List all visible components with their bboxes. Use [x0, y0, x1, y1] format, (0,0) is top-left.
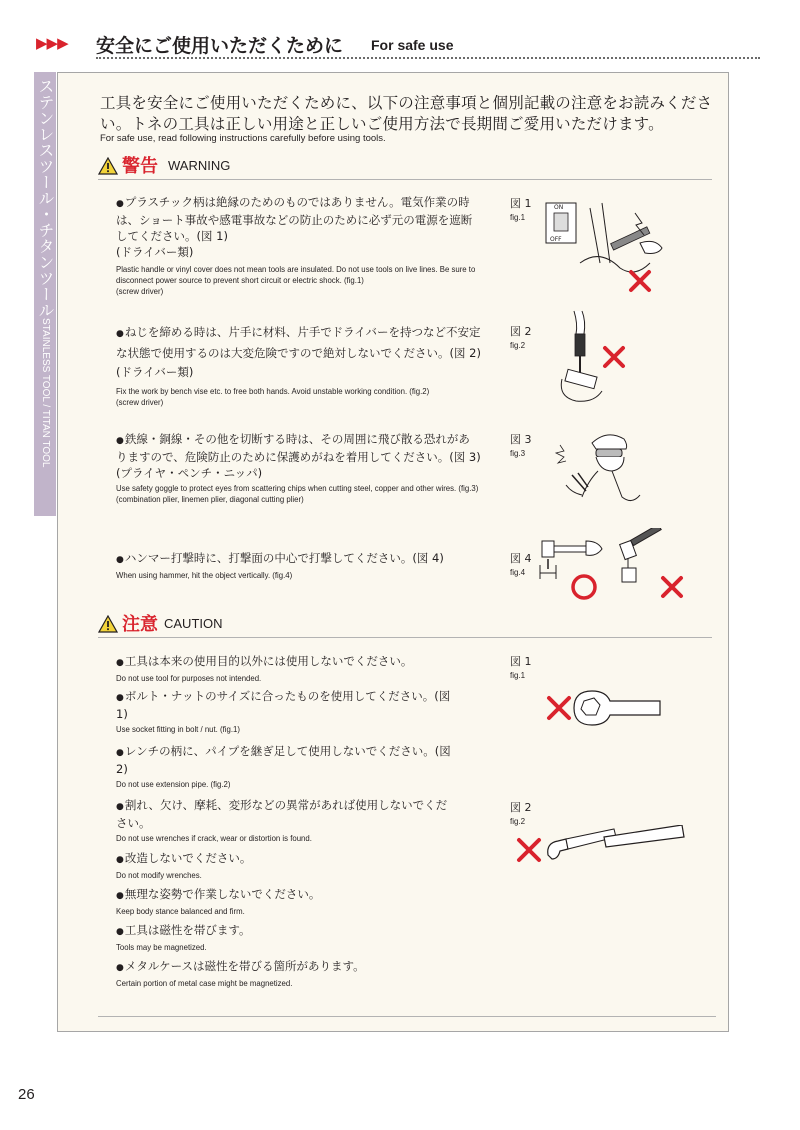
warning-item-note-ja: (プライヤ・ペンチ・ニッパ) [116, 466, 263, 480]
fig1-prohibited-x-icon [628, 269, 652, 293]
fig-label-ja: 図 4 [510, 552, 532, 565]
fig-label-en: fig.1 [510, 671, 526, 680]
warning-fig-3-label [510, 431, 532, 458]
caution-item-7 [116, 922, 481, 953]
content-panel [57, 72, 729, 1032]
warning-triangle-icon [98, 157, 118, 175]
fig3-goggle-worker-illustration [552, 425, 642, 510]
caution-item-text-en: Keep body stance balanced and firm. [116, 907, 245, 916]
caution-item-5 [116, 850, 481, 881]
bullet-icon: ● [116, 802, 124, 812]
caution-item-text-ja: 工具は本来の使用目的以外には使用しないでください。 [124, 654, 413, 668]
caution-item-6 [116, 886, 481, 917]
warning-fig-2-label [510, 323, 532, 350]
warning-item-text-ja: ねじを締める時は、片手に材料、片手でドライバーを持つなど不安定な状態で使用するのは大変危険ですので絶対しないでください。(図 2)(ドライバー類) [116, 325, 481, 379]
warning-item-text-en: Use safety goggle to protect eyes from scattering chips when cutting steel, copper and other wires. (fig.3) [116, 484, 479, 493]
warning-fig-4-label [510, 550, 532, 577]
caution-item-text-en: Do not use tool for purposes not intended. [116, 674, 262, 683]
caution-item-text-en: Do not use wrenches if crack, wear or distortion is found. [116, 834, 312, 843]
caution-item-text-en: Do not use extension pipe. (fig.2) [116, 780, 231, 789]
side-tab [34, 72, 56, 516]
fig-label-ja: 図 1 [510, 197, 532, 210]
warning-item-3 [116, 431, 481, 505]
warning-item-text-ja: プラスチック柄は絶縁のためのものではありません。電気作業の時は、ショート事故や感電事故などの防止のために必ず元の電源を遮断してください。(図 1) [116, 195, 473, 243]
caution-fig1-wrench-illustration [568, 685, 664, 731]
warning-label-ja: 警告 [122, 156, 158, 177]
page-header [36, 34, 760, 60]
caution-item-text-ja: 改造しないでください。 [124, 851, 252, 865]
page-number: 26 [18, 1086, 35, 1103]
warning-item-note-en: (screw driver) [116, 287, 164, 296]
fig1-on-label: ON [554, 204, 564, 211]
warning-item-text-en: Fix the work by bench vise etc. to free both hands. Avoid unstable working condition. (fig.2) [116, 387, 430, 396]
fig-label-en: fig.2 [510, 817, 526, 826]
bullet-icon: ● [116, 658, 124, 668]
fig-label-ja: 図 3 [510, 433, 532, 446]
caution-item-text-ja: ボルト・ナットのサイズに合ったものを使用してください。(図 1) [116, 689, 451, 721]
caution-item-3 [116, 743, 461, 790]
bullet-icon: ● [116, 748, 124, 758]
fig-label-ja: 図 2 [510, 801, 532, 814]
side-tab-label [35, 78, 55, 468]
caution-item-text-en: Tools may be magnetized. [116, 943, 207, 952]
header-arrows-icon: ▶▶▶ [36, 34, 68, 52]
caution-item-2 [116, 688, 461, 735]
fig-label-ja: 図 2 [510, 325, 532, 338]
panel-bottom-rule [98, 1016, 716, 1017]
bullet-icon: ● [116, 891, 124, 901]
caution-item-text-ja: 割れ、欠け、摩耗、変形などの異常があれば使用しないでください。 [116, 798, 448, 830]
warning-item-text-en: Plastic handle or vinyl cover does not mean tools are insulated. Do not use tools on live lines. Be sure to disconnect power source to prevent short circuit or electric shock. (fig.1) [116, 265, 476, 285]
fig4-correct-circle-icon [570, 573, 598, 601]
caution-item-text-ja: 工具は磁性を帯びます。 [124, 923, 251, 937]
fig-label-en: fig.1 [510, 213, 526, 222]
caution-label-ja: 注意 [122, 614, 158, 635]
bullet-icon: ● [116, 199, 124, 209]
caution-item-text-en: Certain portion of metal case might be magnetized. [116, 979, 293, 988]
warning-fig-1-label [510, 195, 532, 222]
caution-item-8 [116, 958, 481, 989]
fig-label-en: fig.4 [510, 568, 526, 577]
caution-item-1 [116, 653, 481, 684]
bullet-icon: ● [116, 329, 124, 339]
caution-item-text-en: Use socket fitting in bolt / nut. (fig.1) [116, 725, 240, 734]
caution-heading [98, 613, 712, 638]
side-tab-text-en: STAINLESS TOOL / TITAN TOOL [40, 318, 51, 468]
warning-item-4 [116, 550, 481, 581]
warning-item-text-ja: 鉄線・銅線・その他を切断する時は、その周囲に飛び散る恐れがありますので、危険防止のために保護めがねを着用してください。(図 3) [116, 432, 481, 464]
warning-heading [98, 155, 712, 180]
caution-item-4 [116, 797, 451, 844]
warning-item-note-ja: (ドライバー類) [116, 245, 194, 259]
warning-item-note-en: (combination plier, linemen plier, diagonal cutting plier) [116, 495, 304, 504]
fig1-off-label: OFF [550, 236, 562, 243]
caution-item-text-ja: レンチの柄に、パイプを継ぎ足して使用しないでください。(図 2) [116, 744, 451, 776]
warning-item-text-en: When using hammer, hit the object vertically. (fig.4) [116, 571, 293, 580]
warning-item-2 [116, 323, 481, 408]
fig-label-en: fig.3 [510, 449, 526, 458]
caution-fig-1-label [510, 653, 532, 680]
warning-item-1 [116, 194, 481, 297]
warning-item-text-ja: ハンマー打撃時に、打撃面の中心で打撃してください。(図 4) [124, 551, 444, 565]
caution-fig2-wrench-pipe-illustration [544, 825, 686, 871]
side-tab-text-ja: ステンレスツール・チタンツール [36, 78, 55, 318]
caution-item-text-ja: 無理な姿勢で作業しないでください。 [124, 887, 321, 901]
caution-triangle-icon [98, 615, 118, 633]
bullet-icon: ● [116, 693, 124, 703]
page-title-ja: 安全にご使用いただくために [96, 35, 344, 57]
page-title-en: For safe use [371, 37, 454, 53]
caution-fig2-prohibited-x-icon [516, 837, 542, 863]
caution-fig-2-label [510, 799, 532, 826]
bullet-icon: ● [116, 555, 124, 565]
bullet-icon: ● [116, 855, 124, 865]
fig-label-ja: 図 1 [510, 655, 532, 668]
bullet-icon: ● [116, 963, 124, 973]
caution-item-text-en: Do not modify wrenches. [116, 871, 202, 880]
bullet-icon: ● [116, 436, 124, 446]
fig4-prohibited-x-icon [660, 575, 684, 599]
warning-item-note-en: (screw driver) [116, 398, 164, 407]
caution-label-en: CAUTION [164, 616, 223, 631]
warning-label-en: WARNING [168, 158, 231, 173]
caution-item-text-ja: メタルケースは磁性を帯びる箇所があります。 [124, 959, 365, 973]
bullet-icon: ● [116, 927, 124, 937]
header-dotted-rule [96, 57, 760, 59]
intro-text-en: For safe use, read following instructions carefully before using tools. [100, 133, 386, 144]
fig-label-en: fig.2 [510, 341, 526, 350]
intro-text-ja: 工具を安全にご使用いただくために、以下の注意事項と個別記載の注意をお読みください。トネの工具は正しい用途と正しいご使用方法で長期間ご愛用いただけます。 [100, 94, 713, 133]
fig2-prohibited-x-icon [602, 345, 626, 369]
